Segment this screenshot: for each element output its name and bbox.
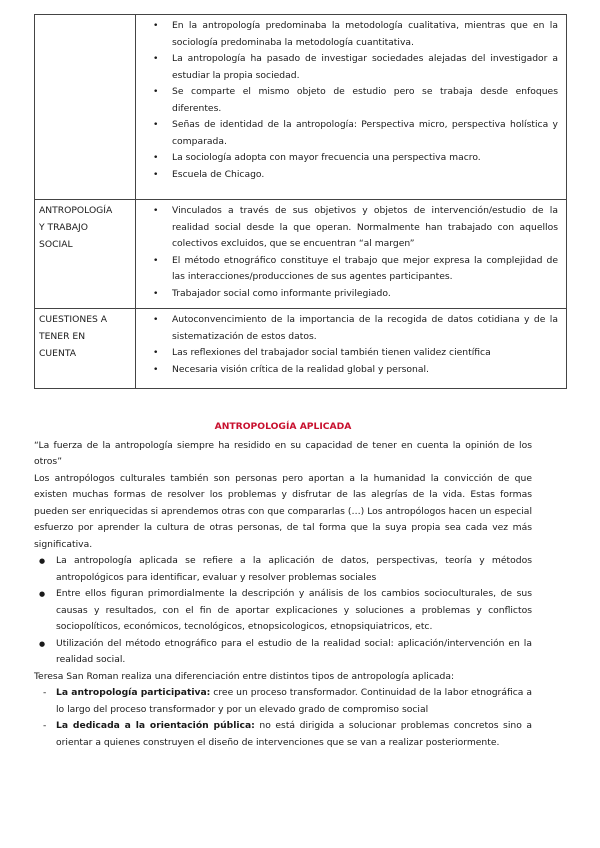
table-row: [35, 200, 567, 309]
row-label-cell: [35, 309, 136, 389]
list-item: ● La antropología aplicada se refiere a la aplicación de datos, perspectivas, teoría y métodos antropológicos para identificar, evaluar y resolver problemas sociales: [34, 553, 532, 586]
table-row: [35, 309, 567, 389]
term-label: La dedicada a la orientación pública:: [56, 720, 255, 731]
section-heading: ANTROPOLOGÍA APLICADA: [214, 421, 352, 432]
row-label-cell: [35, 200, 136, 309]
row-label-line: Y TRABAJO: [39, 222, 88, 233]
term-description: cree un proceso transformador. Continuidad de la labor etnográfica a lo largo del proceso transformador y por un elevado grado de compromiso social: [56, 687, 532, 715]
bullet-list: [34, 553, 532, 669]
list-item: • Vinculados a través de sus objetivos y objetos de intervención/estudio de la realidad social desde la que operan. Normalmente han trabajado con aquellos colectivos excluidos, que se encuentran “al margen”: [140, 203, 558, 253]
section-applied-anthropology: [34, 419, 532, 751]
list-item: ● Utilización del método etnográfico para el estudio de la realidad social: aplicación/intervención en la realidad social.: [34, 636, 532, 669]
bullet-list: [140, 312, 558, 378]
list-item: • La antropología ha pasado de investigar sociedades alejadas del investigador a estudiar la propia sociedad.: [140, 51, 558, 84]
list-item: • Señas de identidad de la antropología: Perspectiva micro, perspectiva holística y comparada.: [140, 117, 558, 150]
row-label-cell: [35, 15, 136, 200]
list-item: • El método etnográfico constituye el trabajo que mejor expresa la complejidad de las interacciones/producciones de sus agentes participantes.: [140, 253, 558, 286]
row-label-line: SOCIAL: [39, 239, 73, 250]
list-item: • La sociología adopta con mayor frecuencia una perspectiva macro.: [140, 150, 558, 167]
list-item: [34, 718, 532, 751]
lead-paragraph: Teresa San Roman realiza una diferenciación entre distintos tipos de antropología aplicada:: [34, 670, 455, 682]
list-item: • Se comparte el mismo objeto de estudio pero se trabaja desde enfoques diferentes.: [140, 84, 558, 117]
row-content-cell: [136, 15, 567, 200]
list-item: • Autoconvencimiento de la importancia de la recogida de datos cotidiana y de la sistematización de estos datos.: [140, 312, 558, 345]
comparison-table: [34, 14, 567, 389]
list-item: • En la antropología predominaba la metodología cualitativa, mientras que en la sociología predominaba la metodología cuantitativa.: [140, 18, 558, 51]
term-label: La antropología participativa:: [56, 687, 211, 698]
row-label-line: ANTROPOLOGÍA: [39, 205, 113, 216]
list-item: • Necesaria visión crítica de la realidad global y personal.: [140, 362, 558, 379]
row-label-line: CUENTA: [39, 348, 77, 359]
table-row: [35, 15, 567, 200]
dash-list: [34, 685, 532, 751]
quote-paragraph: “La fuerza de la antropología siempre ha residido en su capacidad de tener en cuenta la opinión de los otros”: [34, 439, 532, 467]
row-label-line: CUESTIONES A: [39, 314, 108, 325]
list-item: • Escuela de Chicago.: [140, 167, 558, 184]
row-content-cell: [136, 200, 567, 309]
bullet-list: [140, 18, 558, 183]
list-item: • Trabajador social como informante privilegiado.: [140, 286, 558, 303]
list-item: [34, 685, 532, 718]
row-label-line: TENER EN: [39, 331, 86, 342]
bullet-list: [140, 203, 558, 302]
term-description: no está dirigida a solucionar problemas concretos sino a orientar a quienes construyen el diseño de intervenciones que se van a realizar posteriormente.: [56, 720, 532, 748]
list-item: ● Entre ellos figuran primordialmente la descripción y análisis de los cambios socioculturales, de sus causas y resultados, con el fin de aportar explicaciones y soluciones a problemas y conflictos sociopolíticos, económicos, tecnológicos, etnopsicologicos, etnopsiquiatricos, etc.: [34, 586, 532, 636]
intro-paragraph: Los antropólogos culturales también son personas pero aportan a la humanidad la convicción de que existen muchas formas de resolver los problemas y disfrutar de las alegrías de la vida. Estas formas pueden ser enriquecidas si aprendemos otras con que compararlas (…) Los antropólogos hacen un especial esfuerzo por aprender la cultura de otras personas, de tal forma que la suya propia sea cada vez más significativa.: [34, 472, 532, 550]
list-item: • Las reflexiones del trabajador social también tienen validez científica: [140, 345, 558, 362]
row-content-cell: [136, 309, 567, 389]
